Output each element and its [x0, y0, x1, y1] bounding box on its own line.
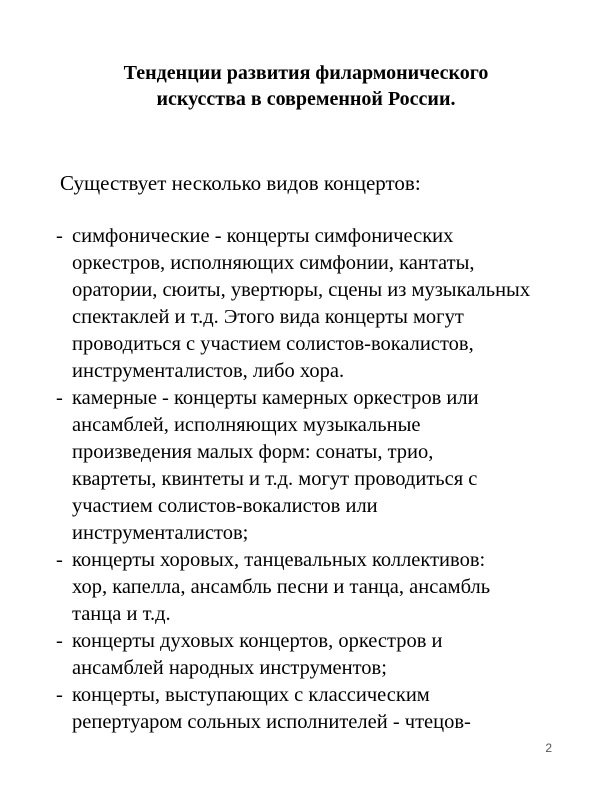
list-bullet: -: [56, 387, 63, 409]
list-item-line: инструменталистов;: [72, 522, 249, 544]
list-bullet: -: [56, 225, 63, 247]
list-item-line: произведения малых форм: сонаты, трио,: [72, 441, 434, 463]
concert-types-list: [56, 223, 576, 736]
list-bullet: -: [56, 684, 63, 706]
list-item-line: проводиться с участием солистов-вокалистов,: [72, 333, 474, 355]
title-line-2: искусства в современной России.: [156, 88, 456, 110]
list-bullet: -: [56, 630, 63, 652]
page-title: [0, 60, 612, 112]
list-item: [56, 628, 576, 682]
list-item-line: симфонические - концерты симфонических: [72, 225, 454, 247]
list-item-line: хор, капелла, ансамбль песни и танца, ансамбль: [72, 576, 491, 598]
list-bullet: -: [56, 549, 63, 571]
list-item-line: танца и т.д.: [72, 603, 171, 625]
list-item-line: концерты духовых концертов, оркестров и: [72, 630, 443, 652]
list-item-line: оратории, сюиты, увертюры, сцены из музыкальных: [72, 279, 531, 301]
list-item-line: инструменталистов, либо хора.: [72, 360, 345, 382]
title-line-1: Тенденции развития филармонического: [123, 62, 489, 84]
list-item-line: участием солистов-вокалистов или: [72, 495, 378, 517]
list-item-line: квартеты, квинтеты и т.д. могут проводиться с: [72, 468, 478, 490]
list-item-line: концерты хоровых, танцевальных коллективов:: [72, 549, 486, 571]
intro-paragraph: Существует несколько видов концертов:: [60, 171, 421, 195]
page-number: 2: [545, 741, 552, 755]
list-item-line: ансамблей народных инструментов;: [72, 657, 387, 679]
list-item-line: оркестров, исполняющих симфонии, кантаты,: [72, 252, 475, 274]
list-item: [56, 385, 576, 547]
list-item: [56, 223, 576, 385]
list-item-line: репертуаром сольных исполнителей - чтецов-: [72, 711, 471, 733]
list-item-line: ансамблей, исполняющих музыкальные: [72, 414, 421, 436]
list-item-line: концерты, выступающих с классическим: [72, 684, 430, 706]
list-item-line: спектаклей и т.д. Этого вида концерты могут: [72, 306, 464, 328]
list-item: [56, 682, 576, 736]
list-item: [56, 547, 576, 628]
list-item-line: камерные - концерты камерных оркестров или: [72, 387, 479, 409]
